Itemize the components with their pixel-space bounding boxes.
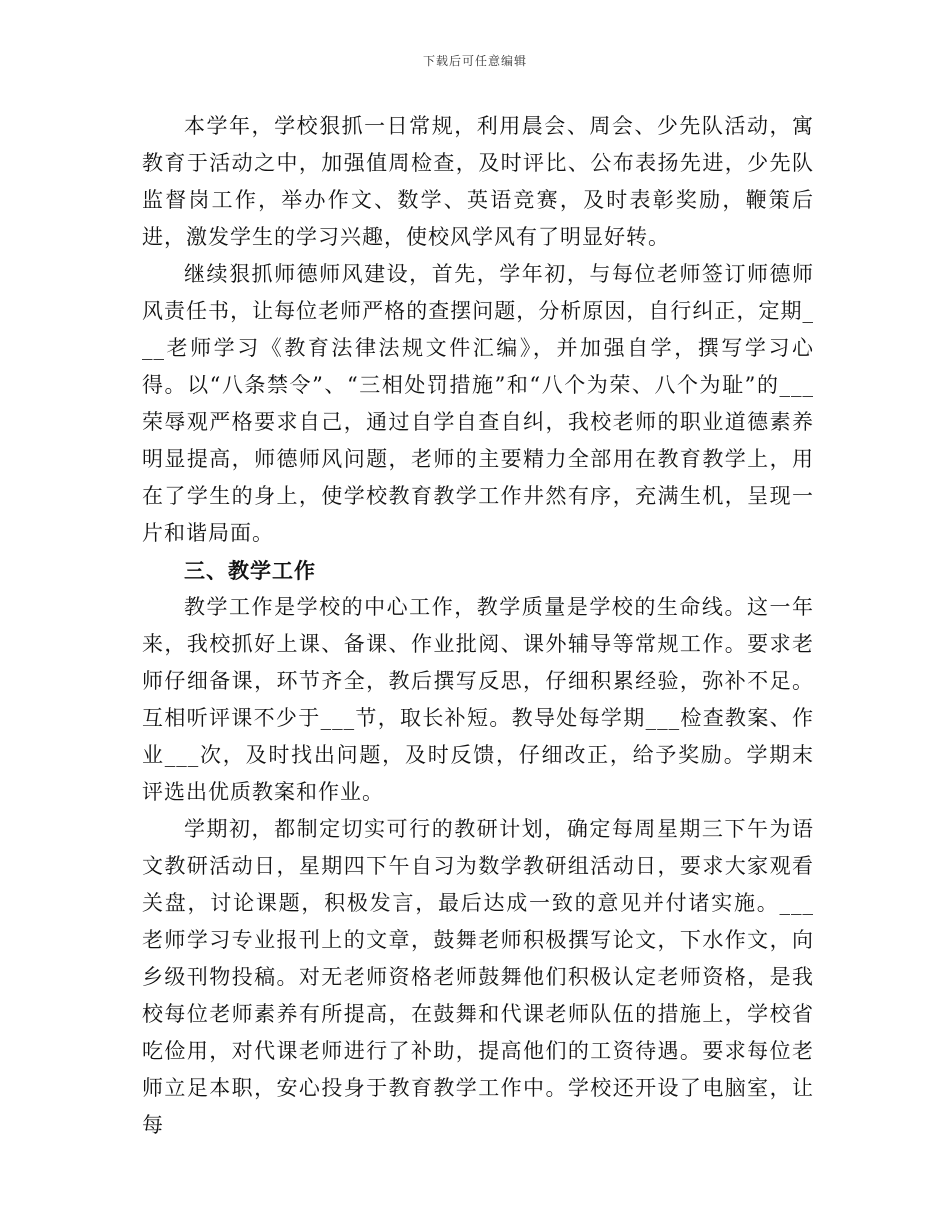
paragraph-teaching-work: 教学工作是学校的中心工作，教学质量是学校的生命线。这一年来，我校抓好上课、备课、作业批阅、课外辅导等常规工作。要求老师仔细备课，环节齐全，教后撰写反思，仔细积累经验，弥补不足。互相听评课不少于___节，取长补短。教导处每学期___检查教案、作业___次，及时找出问题，及时反馈，仔细改正，给予奖励。学期末评选出优质教案和作业。 bbox=[142, 595, 814, 804]
document-body bbox=[142, 108, 814, 1144]
paragraph-teaching-research: 学期初，都制定切实可行的教研计划，确定每周星期三下午为语文教研活动日，星期四下午自习为数学教研组活动日，要求大家观看关盘，讨论课题，积极发言，最后达成一致的意见并付诸实施。___老师学习专业报刊上的文章，鼓舞老师积极撰写论文，下水作文，向乡级刊物投稿。对无老师资格老师鼓舞他们积极认定老师资格，是我校每位老师素养有所提高，在鼓舞和代课老师队伍的措施上，学校省吃俭用，对代课老师进行了补助，提高他们的工资待遇。要求每位老师立足本职，安心投身于教育教学工作中。学校还开设了电脑室，让每 bbox=[142, 817, 814, 1137]
paragraph-teacher-ethics: 继续狠抓师德师风建设，首先，学年初，与每位老师签订师德师风责任书，让每位老师严格的查摆问题，分析原因，自行纠正，定期___老师学习《教育法律法规文件汇编》，并加强自学，撰写学习心得。以“八条禁令”、“三相处罚措施”和“八个为荣、八个为耻”的___荣辱观严格要求自己，通过自学自查自纠，我校老师的职业道德素养明显提高，师德师风问题，老师的主要精力全部用在教育教学上，用在了学生的身上，使学校教育教学工作井然有序，充满生机，呈现一片和谐局面。 bbox=[142, 262, 814, 545]
section-heading-teaching: 三、教学工作 bbox=[184, 558, 316, 583]
page-header: 下载后可任意编辑 bbox=[422, 54, 527, 68]
paragraph-school-routine: 本学年，学校狠抓一日常规，利用晨会、周会、少先队活动，寓教育于活动之中，加强值周检查，及时评比、公布表扬先进，少先队监督岗工作，举办作文、数学、英语竞赛，及时表彰奖励，鞭策后进，激发学生的学习兴趣，使校风学风有了明显好转。 bbox=[142, 114, 814, 249]
